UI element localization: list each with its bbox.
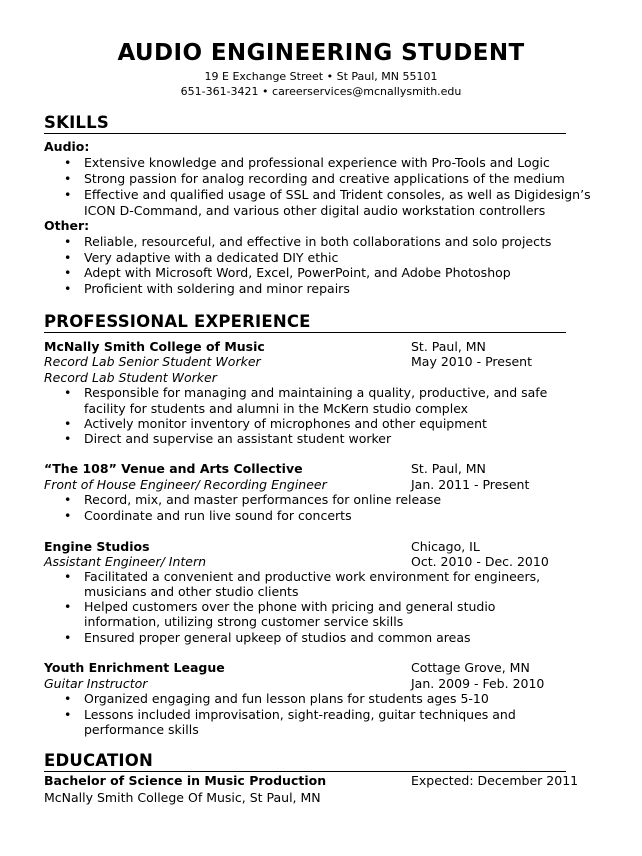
job-duty: Direct and supervise an assistant student worker xyxy=(84,431,392,446)
job-duty: Ensured proper general upkeep of studios and common areas xyxy=(84,630,471,645)
bullet-icon: • xyxy=(64,234,72,249)
skill-item: Adept with Microsoft Word, Excel, PowerPoint, and Adobe Photoshop xyxy=(84,265,511,280)
job-org: “The 108” Venue and Arts Collective xyxy=(44,461,303,476)
skill-item: Reliable, resourceful, and effective in both collaborations and solo projects xyxy=(84,234,552,249)
bullet-icon: • xyxy=(64,416,72,431)
job-location: St. Paul, MN xyxy=(411,339,486,354)
skill-item: Extensive knowledge and professional experience with Pro-Tools and Logic xyxy=(84,155,550,170)
address-line: 19 E Exchange Street • St Paul, MN 55101 xyxy=(204,70,438,83)
job-role: Record Lab Senior Student Worker xyxy=(44,354,261,369)
bullet-icon: • xyxy=(64,630,72,645)
job-role: Guitar Instructor xyxy=(44,676,148,691)
job-duty: Organized engaging and fun lesson plans for students ages 5-10 xyxy=(84,691,489,706)
job-duty-continued: musicians and other studio clients xyxy=(84,584,299,599)
skill-item: Effective and qualified usage of SSL and Trident consoles, as well as Digidesign’s xyxy=(84,187,591,202)
experience-heading: PROFESSIONAL EXPERIENCE xyxy=(44,312,311,331)
bullet-icon: • xyxy=(64,250,72,265)
skill-item: Proficient with soldering and minor repairs xyxy=(84,281,350,296)
audio-label: Audio: xyxy=(44,139,90,154)
bullet-icon: • xyxy=(64,691,72,706)
job-duty: Coordinate and run live sound for concerts xyxy=(84,508,352,523)
job-duty: Record, mix, and master performances for online release xyxy=(84,492,442,507)
skill-item: Very adaptive with a dedicated DIY ethic xyxy=(84,250,339,265)
expected-date: Expected: December 2011 xyxy=(411,773,579,788)
job-location: Chicago, IL xyxy=(411,539,480,554)
job-role-secondary: Record Lab Student Worker xyxy=(44,370,217,385)
bullet-icon: • xyxy=(64,707,72,722)
job-location: St. Paul, MN xyxy=(411,461,486,476)
experience-divider xyxy=(44,332,566,333)
contact-line: 651-361-3421 • careerservices@mcnallysmith.edu xyxy=(180,85,462,98)
job-org: Engine Studios xyxy=(44,539,150,554)
resume-title: AUDIO ENGINEERING STUDENT xyxy=(117,40,525,66)
bullet-icon: • xyxy=(64,569,72,584)
job-location: Cottage Grove, MN xyxy=(411,660,530,675)
bullet-icon: • xyxy=(64,171,72,186)
skill-item-continued: ICON D-Command, and various other digital audio workstation controllers xyxy=(84,203,546,218)
bullet-icon: • xyxy=(64,281,72,296)
job-duty: Lessons included improvisation, sight-reading, guitar techniques and xyxy=(84,707,516,722)
skills-heading: SKILLS xyxy=(44,113,109,132)
bullet-icon: • xyxy=(64,508,72,523)
degree: Bachelor of Science in Music Production xyxy=(44,773,327,788)
education-divider xyxy=(44,771,566,772)
job-org: Youth Enrichment League xyxy=(44,660,225,675)
job-org: McNally Smith College of Music xyxy=(44,339,265,354)
job-duty-continued: performance skills xyxy=(84,722,199,737)
job-duty: Helped customers over the phone with pricing and general studio xyxy=(84,599,496,614)
job-duty-continued: information, utilizing strong customer service skills xyxy=(84,614,404,629)
bullet-icon: • xyxy=(64,155,72,170)
other-label: Other: xyxy=(44,218,90,233)
bullet-icon: • xyxy=(64,431,72,446)
school: McNally Smith College Of Music, St Paul, MN xyxy=(44,790,321,805)
job-duty-continued: facility for students and alumni in the McKern studio complex xyxy=(84,401,469,416)
job-duty: Actively monitor inventory of microphones and other equipment xyxy=(84,416,487,431)
skills-divider xyxy=(44,133,566,134)
job-dates: May 2010 - Present xyxy=(411,354,532,369)
job-duty: Responsible for managing and maintaining a quality, productive, and safe xyxy=(84,385,548,400)
bullet-icon: • xyxy=(64,492,72,507)
bullet-icon: • xyxy=(64,385,72,400)
bullet-icon: • xyxy=(64,265,72,280)
bullet-icon: • xyxy=(64,599,72,614)
job-dates: Oct. 2010 - Dec. 2010 xyxy=(411,554,549,569)
job-role: Front of House Engineer/ Recording Engineer xyxy=(44,477,327,492)
skill-item: Strong passion for analog recording and creative applications of the medium xyxy=(84,171,565,186)
job-dates: Jan. 2011 - Present xyxy=(411,477,530,492)
education-heading: EDUCATION xyxy=(44,751,153,770)
job-role: Assistant Engineer/ Intern xyxy=(44,554,207,569)
job-dates: Jan. 2009 - Feb. 2010 xyxy=(411,676,545,691)
job-duty: Facilitated a convenient and productive work environment for engineers, xyxy=(84,569,541,584)
bullet-icon: • xyxy=(64,187,72,202)
